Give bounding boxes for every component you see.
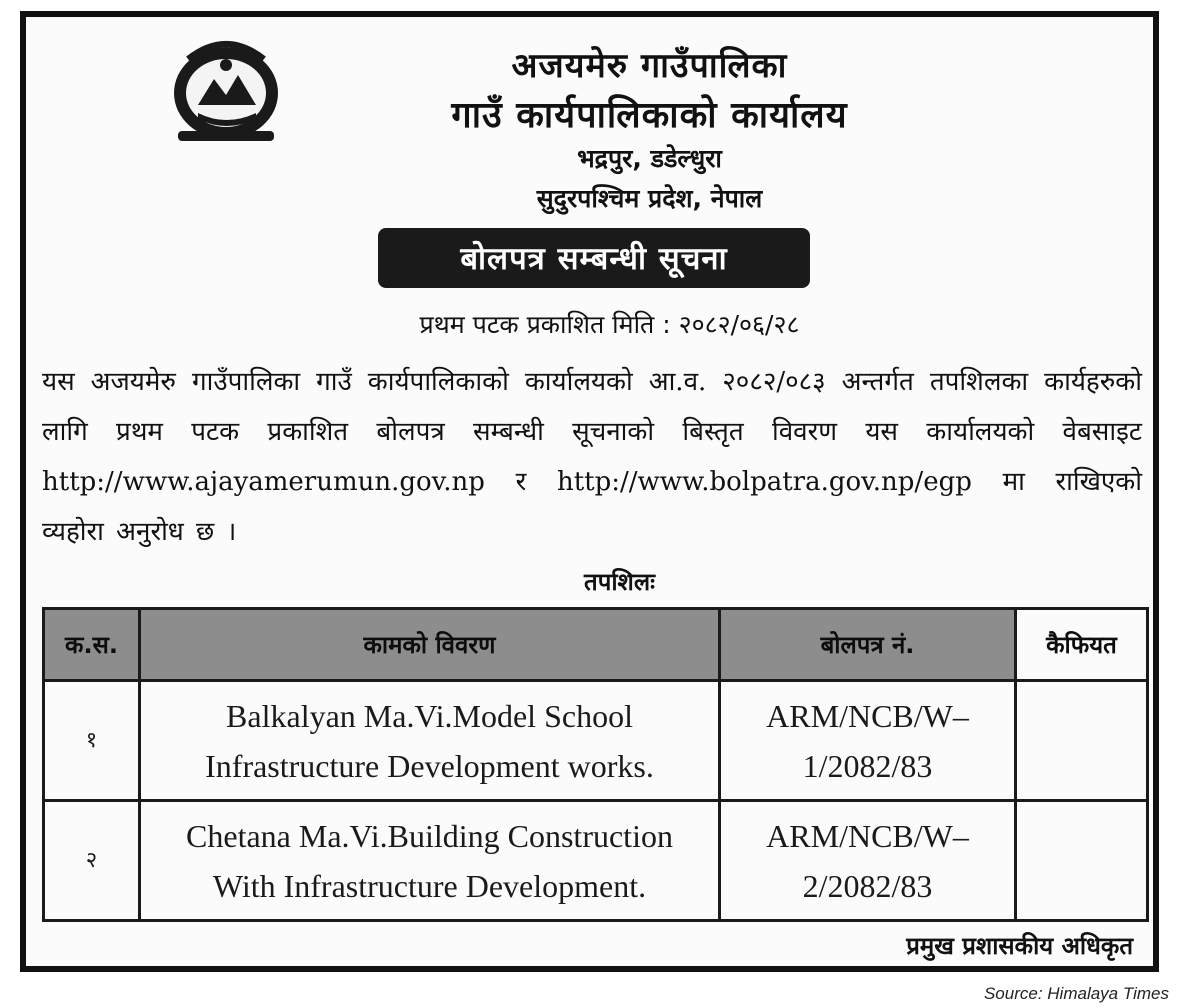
header-serial-number: क.स.: [44, 609, 140, 681]
row-bid-number: [720, 801, 1016, 921]
signatory-title: प्रमुख प्रशासकीय अधिकृत: [906, 932, 1133, 960]
bid-number-line: ARM/NCB/W–: [766, 817, 969, 854]
tender-notice: [20, 11, 1159, 972]
row-remarks: [1016, 801, 1148, 921]
row-bid-number: [720, 681, 1016, 801]
source-credit: Source: Himalaya Times: [983, 984, 1169, 1003]
description-line: With Infrastructure Development.: [212, 867, 647, 904]
table-row: [44, 681, 1148, 801]
bid-number-line: ARM/NCB/W–: [766, 697, 969, 734]
notice-body-paragraph: यस अजयमेरु गाउँपालिका गाउँ कार्यपालिकाको कार्यालयको आ.व. २०८२/०८३ अन्तर्गत तपशिलका कार्यहरुको लागि प्रथम पटक प्रकाशित बोलपत्र सम्बन्धी सूचनाको बिस्तृत विवरण यस कार्यालयको वेबसाइट http://www.ajayamerumun.gov.np र http://www.bolpatra.gov.np/egp मा राखिएको व्यहोरा अनुरोध छ ।: [42, 367, 1142, 547]
office-name: गाउँ कार्यपालिकाको कार्यालय: [451, 95, 848, 136]
row-work-description: [140, 681, 720, 801]
description-line: Infrastructure Development works.: [205, 747, 654, 784]
table-row: [44, 801, 1148, 921]
row-serial-number: १: [44, 681, 140, 801]
description-line: Chetana Ma.Vi.Building Construction: [186, 817, 673, 854]
notice-title-banner: बोलपत्र सम्बन्धी सूचना: [378, 228, 810, 288]
office-location: भद्रपुर, डडेल्धुरा: [577, 144, 722, 173]
bid-number-line: 1/2082/83: [802, 747, 933, 784]
row-work-description: [140, 801, 720, 921]
province-country: सुदुरपश्चिम प्रदेश, नेपाल: [536, 184, 763, 213]
publication-date: प्रथम पटक प्रकाशित मिति : २०८२/०६/२८: [419, 310, 800, 339]
description-line: Balkalyan Ma.Vi.Model School: [226, 697, 633, 734]
bid-number-line: 2/2082/83: [802, 867, 933, 904]
header-work-description: कामको विवरण: [140, 609, 720, 681]
tender-schedule-table: [42, 607, 1149, 922]
header-remarks: कैफियत: [1016, 609, 1148, 681]
row-remarks: [1016, 681, 1148, 801]
municipality-name: अजयमेरु गाउँपालिका: [511, 46, 788, 86]
row-serial-number: २: [44, 801, 140, 921]
table-header-row: [44, 609, 1148, 681]
header-bid-number: बोलपत्र नं.: [720, 609, 1016, 681]
schedule-title: तपशिलः: [584, 568, 655, 596]
